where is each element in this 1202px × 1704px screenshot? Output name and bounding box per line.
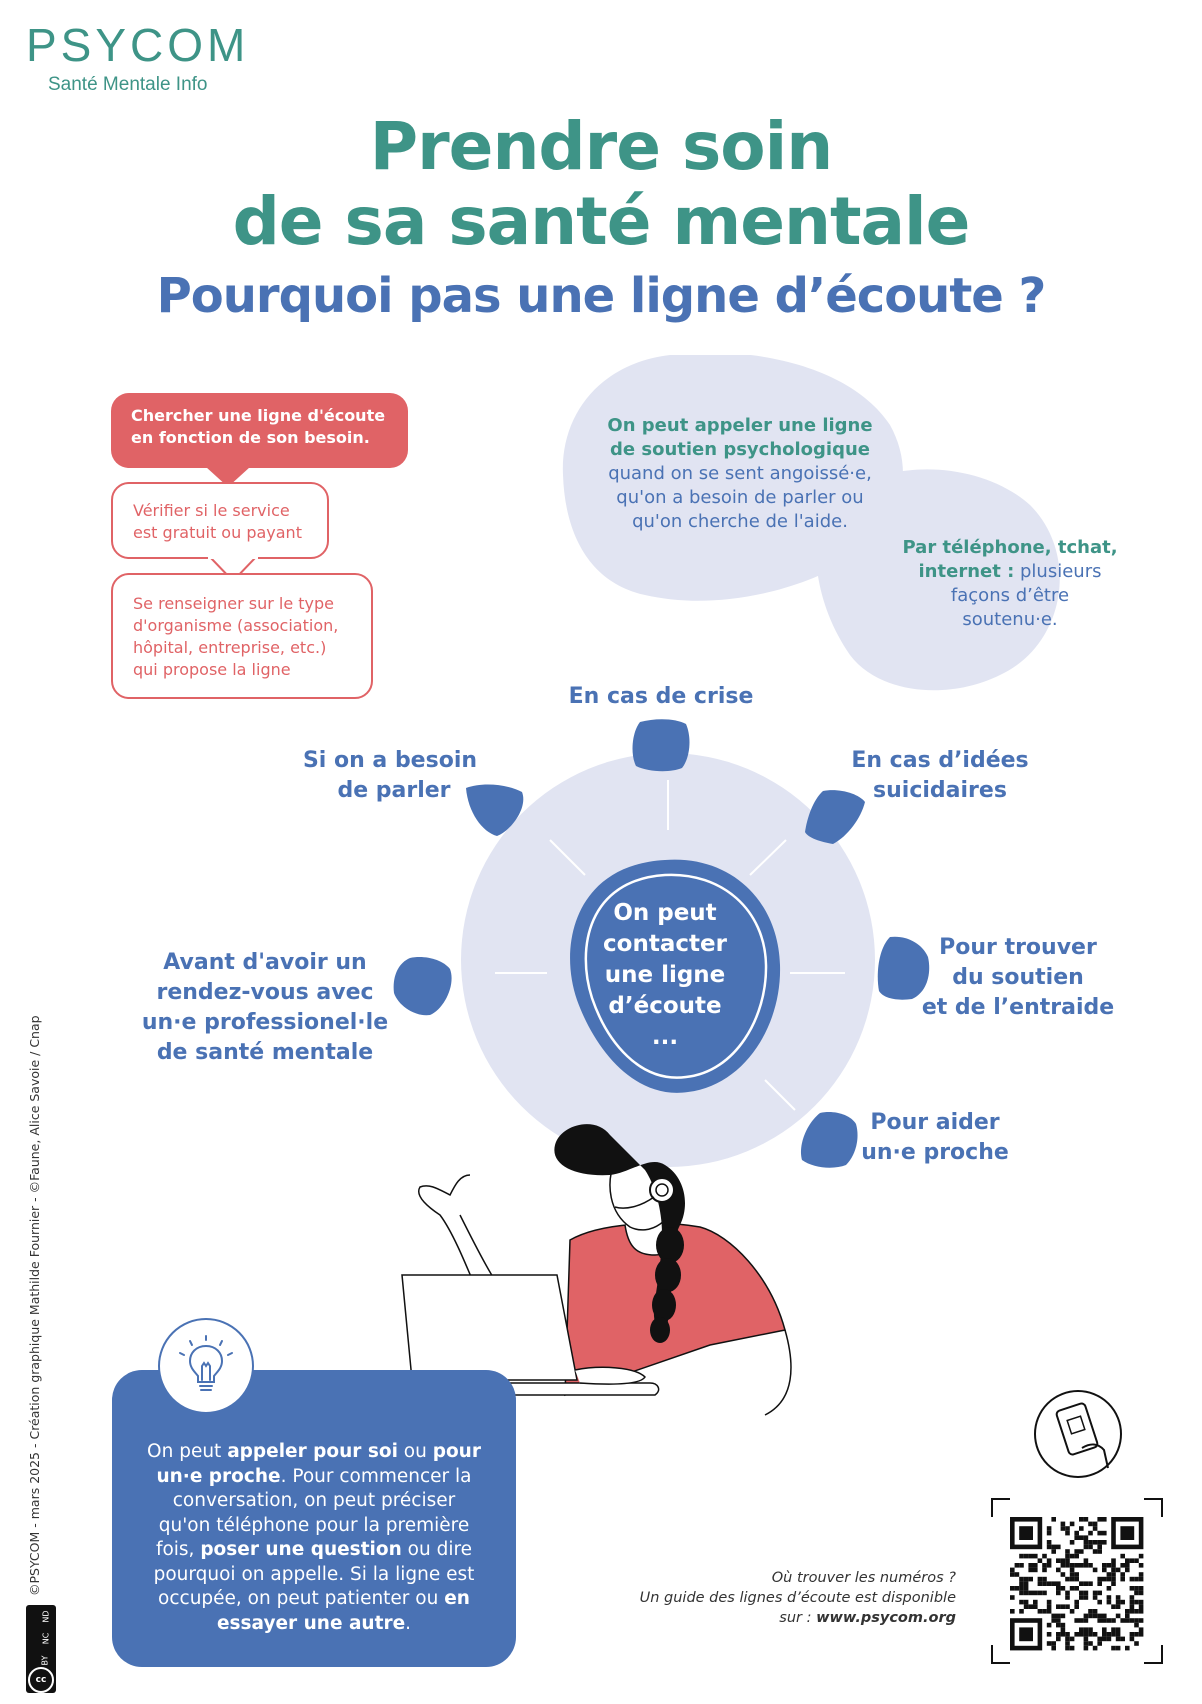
reason-line: rendez-vous avec (156, 980, 374, 1005)
info-bold: pour (432, 1441, 481, 1462)
qr-code[interactable] (990, 1497, 1164, 1665)
info-text: . Pour commencer la (280, 1465, 472, 1487)
center-message (565, 898, 765, 1053)
brand-tagline: Santé Mentale Info (48, 74, 208, 95)
bubble-line: qu'on a besoin de parler ou (616, 487, 864, 508)
info-bold: en (444, 1588, 470, 1609)
bubble-bold: On peut appeler une ligne (607, 415, 873, 436)
reason-line: de santé mentale (156, 1040, 374, 1065)
credits-text: ©PSYCOM - mars 2025 - Création graphique Mathilde Fournier - ©Faune, Alice Savoie / Cnap (27, 1015, 42, 1596)
info-box (112, 1370, 516, 1667)
info-bold: un·e proche (156, 1465, 281, 1487)
reason-line: Avant d'avoir un (163, 950, 367, 975)
center-line: d’écoute (608, 993, 722, 1019)
tip-text: en fonction de son besoin. (131, 428, 370, 447)
info-text: ou (397, 1441, 433, 1462)
tip-text: est gratuit ou payant (133, 523, 302, 542)
reason-line: du soutien (952, 965, 1084, 990)
lightbulb-icon (160, 1320, 252, 1412)
bubble-bold: Par téléphone, tchat, (902, 537, 1118, 558)
bubble-bold: internet : (918, 561, 1015, 582)
license-nc: NC (41, 1632, 51, 1645)
tip-card-organisation (111, 573, 373, 699)
bubble-line: soutenu·e. (962, 609, 1058, 630)
tip-card-price (111, 482, 329, 559)
info-text: pourquoi on appelle. Si la ligne est (153, 1563, 475, 1585)
cc-icon: cc (28, 1667, 54, 1693)
reason-line: Si on a besoin (302, 748, 478, 773)
info-text: qu'on téléphone pour la première (158, 1514, 470, 1536)
reason-line: Pour trouver (939, 935, 1097, 960)
tip-text: qui propose la ligne (133, 660, 291, 679)
page-subtitle: Pourquoi pas une ligne d’écoute ? (156, 268, 1046, 324)
info-bold: appeler pour soi (227, 1441, 398, 1462)
reason-rendez-vous (140, 948, 390, 1068)
where-line: sur : (779, 1610, 817, 1626)
tip-text: Vérifier si le service (133, 501, 290, 520)
reason-suicide (845, 746, 1035, 806)
info-bold: essayer une autre (216, 1612, 406, 1634)
info-text: fois, (155, 1539, 201, 1560)
reason-proche (860, 1108, 1010, 1168)
info-bold: poser une question (200, 1539, 402, 1560)
license-by: BY (40, 1655, 50, 1666)
reason-line: un·e proche (861, 1140, 1009, 1165)
pebble-marker (798, 1110, 860, 1170)
page-title-line1: Prendre soin (369, 108, 833, 185)
reason-line: de parler (337, 778, 451, 803)
pebble-marker (392, 955, 454, 1017)
bubble-bold: de soutien psychologique (610, 439, 870, 460)
pebble-marker (630, 718, 692, 773)
phone-scan-icon (1032, 1388, 1124, 1480)
tip-text: Se renseigner sur le type (133, 594, 334, 613)
info-text: occupée, on peut patienter ou (158, 1588, 445, 1609)
reason-soutien (918, 933, 1118, 1023)
where-line: Un guide des lignes d’écoute est disponible (639, 1590, 956, 1606)
bubble-line: plusieurs (1014, 561, 1102, 582)
center-line: contacter (603, 931, 727, 957)
center-line: ... (651, 1024, 679, 1050)
tip-text: hôpital, entreprise, etc.) (133, 638, 327, 657)
bubble-line: quand on se sent angoissé·e, (608, 463, 872, 484)
bubble-line: façons d’être (950, 585, 1070, 606)
tip-text: Chercher une ligne d'écoute (131, 406, 386, 425)
page-title-line2: de sa santé mentale (232, 183, 970, 260)
where-to-find (640, 1568, 956, 1628)
bubble-side-text (895, 536, 1125, 632)
info-text: On peut (147, 1441, 228, 1462)
center-line: une ligne (604, 962, 726, 988)
reason-line: un·e professionel·le (141, 1010, 389, 1035)
bubble-line: qu'on cherche de l'aide. (632, 511, 848, 532)
reason-crise: En cas de crise (568, 684, 754, 709)
brand-logo: PSYCOM (26, 19, 250, 71)
tip-text: d'organisme (association, (133, 616, 339, 635)
license-nd: ND (41, 1610, 51, 1623)
website-link[interactable]: www.psycom.org (816, 1610, 956, 1626)
info-text: . (405, 1612, 412, 1634)
lightbulb-badge (158, 1318, 254, 1414)
bubble-main-text (585, 414, 895, 534)
tip-card-search (111, 393, 408, 468)
info-text: conversation, on peut préciser (172, 1490, 456, 1511)
reason-line: et de l’entraide (921, 995, 1115, 1020)
reason-line: En cas d’idées (851, 748, 1029, 773)
reason-line: Pour aider (870, 1110, 1000, 1135)
center-line: On peut (613, 900, 717, 926)
reason-line: suicidaires (873, 778, 1007, 803)
reason-parler (290, 746, 490, 806)
where-line: Où trouver les numéros ? (771, 1570, 956, 1586)
info-text: ou dire (401, 1539, 473, 1560)
